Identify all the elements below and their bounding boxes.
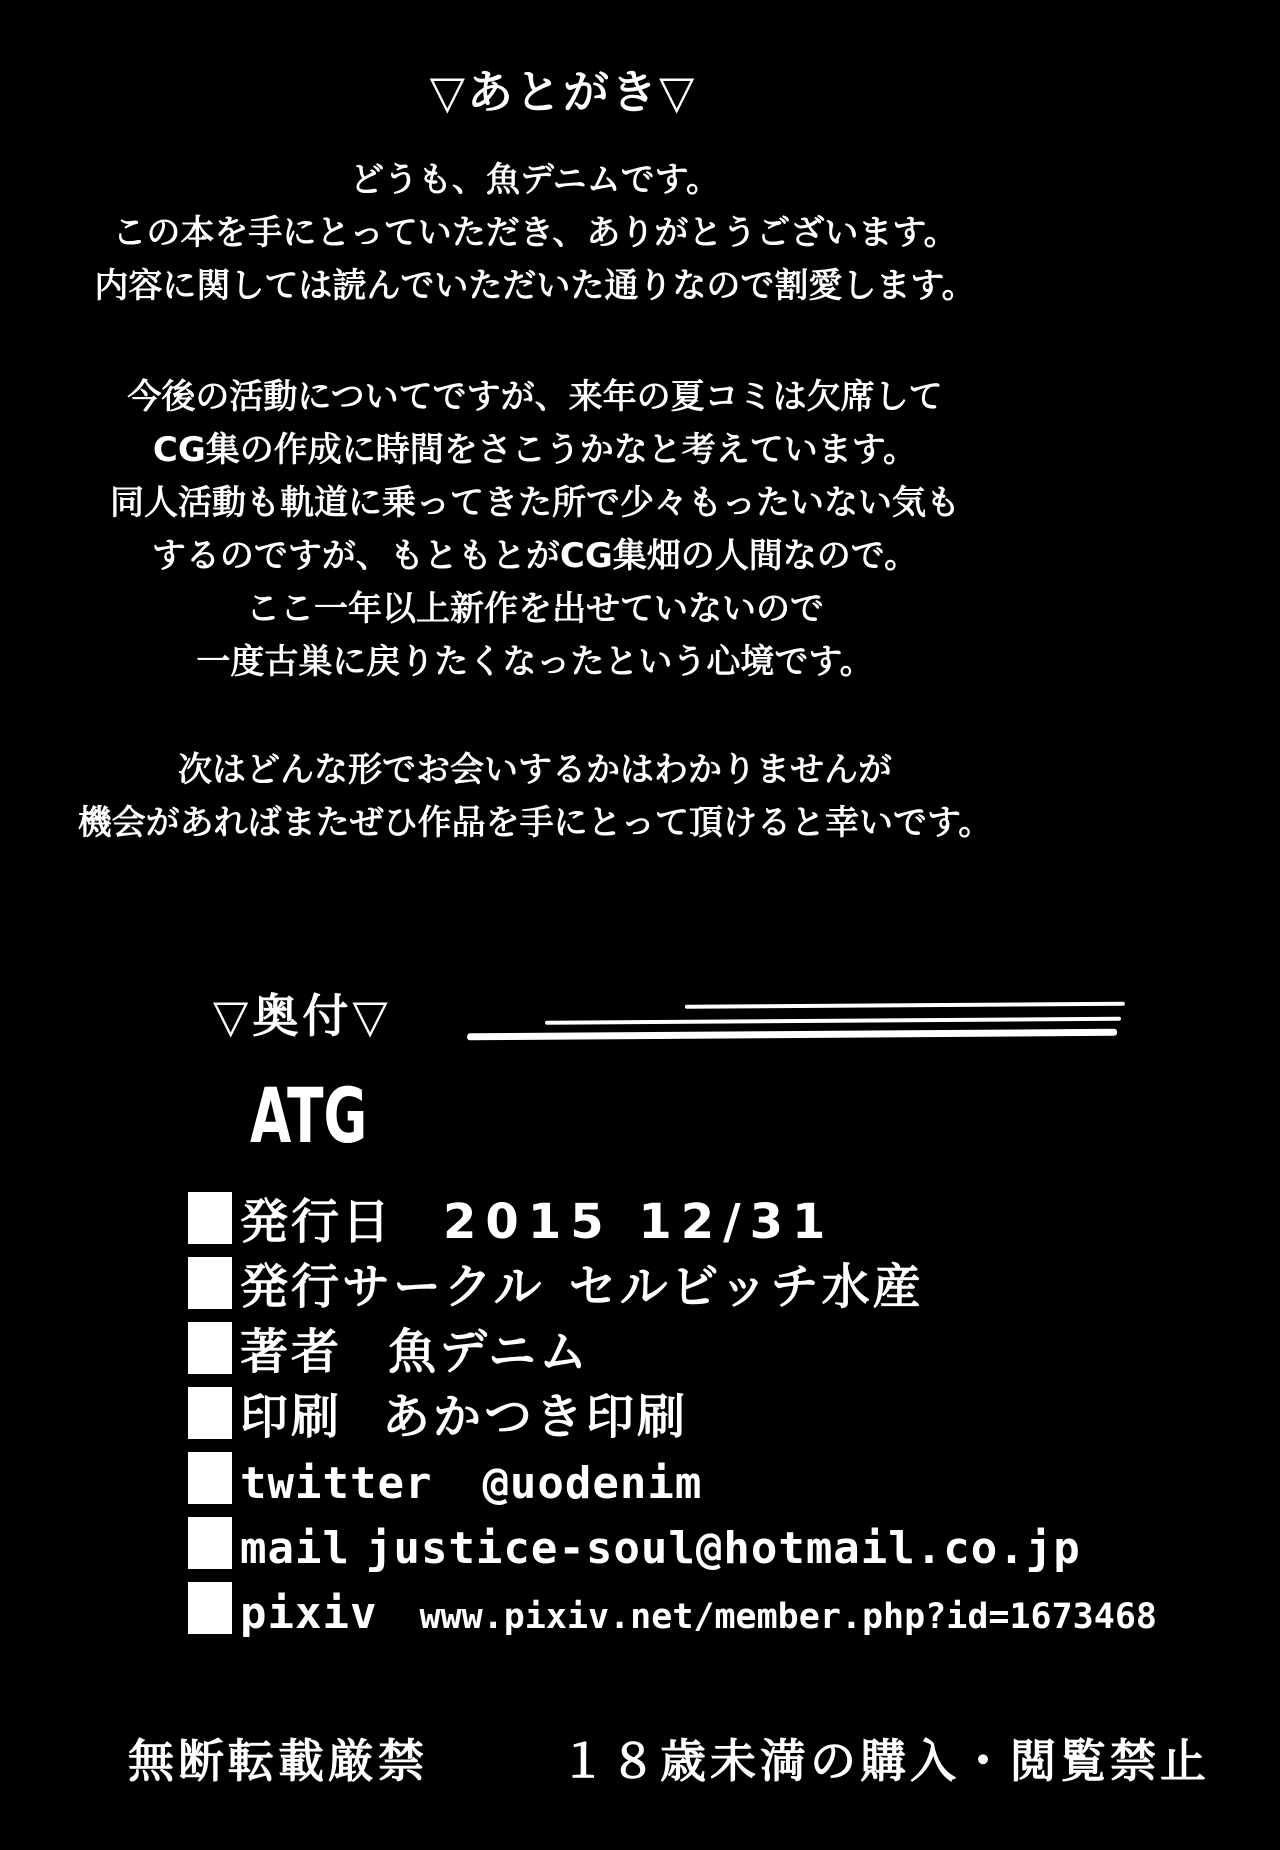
- row-value: @uodenim: [482, 1458, 703, 1509]
- divider-line: [545, 1017, 1121, 1025]
- colophon-row-author: [188, 1320, 1157, 1385]
- bullet-square-icon: [188, 1582, 232, 1634]
- divider-line: [467, 1029, 1117, 1041]
- afterword-line: するのですが、もともとがCG集畑の人間なので。: [151, 536, 919, 576]
- row-label: 発行サークル: [240, 1259, 545, 1315]
- afterword-line: 機会があればまたぜひ作品を手にとって頂けると幸いです。: [77, 803, 993, 843]
- row-label: mail: [240, 1523, 350, 1574]
- colophon-row-circle: [188, 1255, 1157, 1320]
- colophon-section-title: ▽奥付▽: [213, 989, 392, 1043]
- row-value: justice-soul@hotmail.co.jp: [365, 1523, 1081, 1574]
- row-label: 発行日: [240, 1194, 394, 1250]
- row-value: www.pixiv.net/member.php?id=1673468: [419, 1597, 1157, 1637]
- row-value: 2015 12/31: [443, 1194, 835, 1250]
- row-label: pixiv: [240, 1588, 378, 1639]
- bullet-square-icon: [188, 1192, 232, 1244]
- afterword-line: ここ一年以上新作を出せていないので: [246, 589, 824, 629]
- afterword-paragraph: [0, 371, 1070, 689]
- afterword-line: この本を手にとっていただき、ありがとうございます。: [112, 213, 958, 253]
- afterword-line: 一度古巣に戻りたくなったという心境です。: [196, 642, 874, 682]
- afterword-line: 同人活動も軌道に乗ってきた所で少々もったいない気も: [110, 483, 960, 523]
- row-value: セルビッチ水産: [568, 1259, 924, 1315]
- afterword-paragraph: [0, 154, 1070, 313]
- afterword-title: ▽あとがき▽: [429, 65, 697, 119]
- colophon-row-mail: [188, 1515, 1157, 1580]
- afterword-line: 今後の活動についてですが、来年の夏コミは欠席して: [127, 377, 943, 417]
- book-title-logo: ATG: [250, 1071, 368, 1160]
- afterword-paragraph: [0, 744, 1070, 850]
- colophon-row-publish-date: [188, 1190, 1157, 1255]
- bullet-square-icon: [188, 1387, 232, 1439]
- bullet-square-icon: [188, 1322, 232, 1374]
- afterword-section: [0, 64, 1070, 850]
- bullet-square-icon: [188, 1517, 232, 1569]
- afterword-line: 次はどんな形でお会いするかはわかりませんが: [178, 750, 892, 790]
- divider-line: [685, 1002, 1125, 1009]
- bullet-square-icon: [188, 1257, 232, 1309]
- row-value: あかつき印刷: [382, 1389, 689, 1445]
- afterword-line: 内容に関しては読んでいただいた通りなので割愛します。: [94, 266, 976, 306]
- bullet-square-icon: [188, 1452, 232, 1504]
- age-restriction-notice: １８歳未満の購入・閲覧禁止: [560, 1734, 1210, 1788]
- colophon-list: [188, 1190, 1157, 1645]
- colophon-row-twitter: [188, 1450, 1157, 1515]
- row-label: 印刷: [240, 1389, 343, 1445]
- no-reproduction-notice: 無断転載厳禁: [128, 1734, 428, 1788]
- colophon-row-printer: [188, 1385, 1157, 1450]
- afterword-line: CG集の作成に時間をさこうかなと考えています。: [152, 430, 918, 470]
- colophon-row-pixiv: [188, 1580, 1157, 1645]
- row-value: 魚デニム: [388, 1324, 591, 1380]
- row-label: 著者: [240, 1324, 343, 1380]
- afterword-line: どうも、魚デニムです。: [350, 160, 720, 200]
- row-label: twitter: [240, 1458, 433, 1509]
